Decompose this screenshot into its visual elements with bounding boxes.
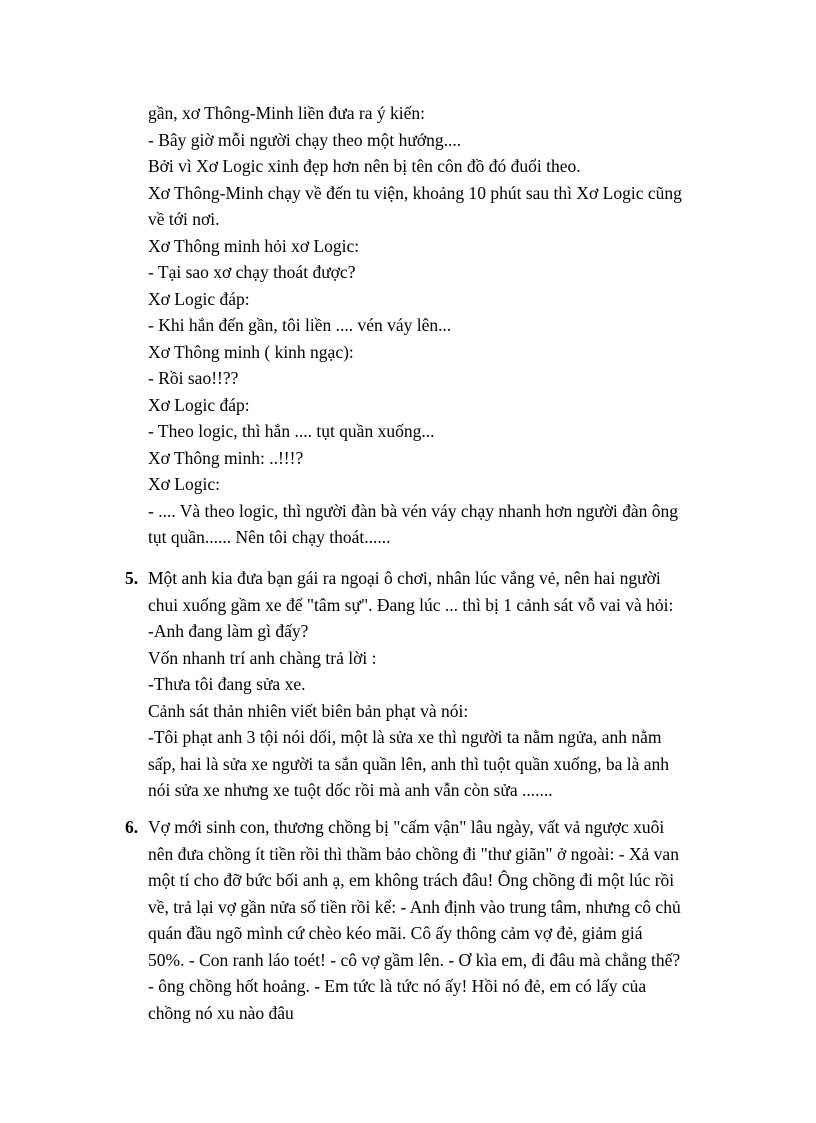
text-line: - Bây giờ mỗi người chạy theo một hướng.... xyxy=(148,129,462,150)
text-line: một tí cho đỡ bức bối anh ạ, em không trách đâu! Ông chồng đi một lúc rồi xyxy=(148,870,675,890)
text-line: gần, xơ Thông-Minh liền đưa ra ý kiến: xyxy=(148,103,425,123)
text-line: tụt quần...... Nên tôi chạy thoát...... xyxy=(148,527,391,547)
text-line: - Rồi sao!!?? xyxy=(148,368,239,388)
text-line: chui xuống gầm xe để "tâm sự". Đang lúc ... thì bị 1 cảnh sát vỗ vai và hỏi: xyxy=(148,594,674,615)
text-line: Cảnh sát thản nhiên viết biên bản phạt và nói: xyxy=(148,700,469,721)
text-line: về tới nơi. xyxy=(148,209,220,229)
text-line: về, trả lại vợ gần nửa số tiền rồi kể: - Anh định vào trung tâm, nhưng cô chủ xyxy=(148,896,681,917)
story-item-6 xyxy=(148,814,788,1026)
text-line: Một anh kia đưa bạn gái ra ngoại ô chơi, nhân lúc vắng vẻ, nên hai người xyxy=(148,568,661,588)
text-line: Bởi vì Xơ Logic xinh đẹp hơn nên bị tên côn đồ đó đuổi theo. xyxy=(148,156,581,176)
text-line: nói sửa xe nhưng xe tuột dốc rồi mà anh vẫn còn sửa ....... xyxy=(148,780,553,800)
text-line: Vốn nhanh trí anh chàng trả lời : xyxy=(148,647,377,668)
text-line: Vợ mới sinh con, thương chồng bị "cấm vận" lâu ngày, vất vả ngược xuôi xyxy=(148,817,665,837)
item-number-5: 5. xyxy=(125,568,139,588)
item-number-6: 6. xyxy=(125,817,139,837)
text-line: - Tại sao xơ chạy thoát được? xyxy=(148,262,356,282)
story-item-5 xyxy=(148,565,788,804)
text-line: Xơ Thông-Minh chạy về đến tu viện, khoảng 10 phút sau thì Xơ Logic cũng xyxy=(148,182,682,203)
text-line: Xơ Thông minh ( kinh ngạc): xyxy=(148,341,354,362)
text-line: Xơ Logic đáp: xyxy=(148,394,250,415)
text-line: - Theo logic, thì hắn .... tụt quần xuống... xyxy=(148,421,435,441)
text-line: quán đầu ngõ mình cứ chèo kéo mãi. Cô ấy thông cảm vợ đẻ, giảm giá xyxy=(148,923,643,943)
text-line: Xơ Thông minh: ..!!!? xyxy=(148,447,304,468)
text-line: Xơ Logic: xyxy=(148,474,220,494)
text-line: - ông chồng hốt hoảng. - Em tức là tức nó ấy! Hồi nó đẻ, em có lấy của xyxy=(148,976,647,996)
text-line: Xơ Thông minh hỏi xơ Logic: xyxy=(148,235,360,256)
text-line: -Tôi phạt anh 3 tội nói dối, một là sửa xe thì người ta nằm ngửa, anh nằm xyxy=(148,727,662,747)
text-line: - Khi hắn đến gần, tôi liền .... vén váy lên... xyxy=(148,315,452,335)
text-line: -Thưa tôi đang sửa xe. xyxy=(148,674,306,694)
text-line: -Anh đang làm gì đấy? xyxy=(148,621,309,641)
text-line: Xơ Logic đáp: xyxy=(148,288,250,309)
story-continuation xyxy=(148,100,788,551)
text-line: sấp, hai là sửa xe người ta sắn quần lên, anh thì tuột quần xuống, ba là anh xyxy=(148,753,670,774)
text-line: - .... Và theo logic, thì người đàn bà vén váy chạy nhanh hơn người đàn ông xyxy=(148,500,678,521)
text-line: 50%. - Con ranh láo toét! - cô vợ gầm lên. - Ơ kìa em, đi đâu mà chẳng thế? xyxy=(148,949,681,970)
text-line: nên đưa chồng ít tiền rồi thì thầm bảo chồng đi "thư giãn" ở ngoài: - Xả van xyxy=(148,843,679,864)
text-line: chồng nó xu nào đâu xyxy=(148,1002,294,1023)
